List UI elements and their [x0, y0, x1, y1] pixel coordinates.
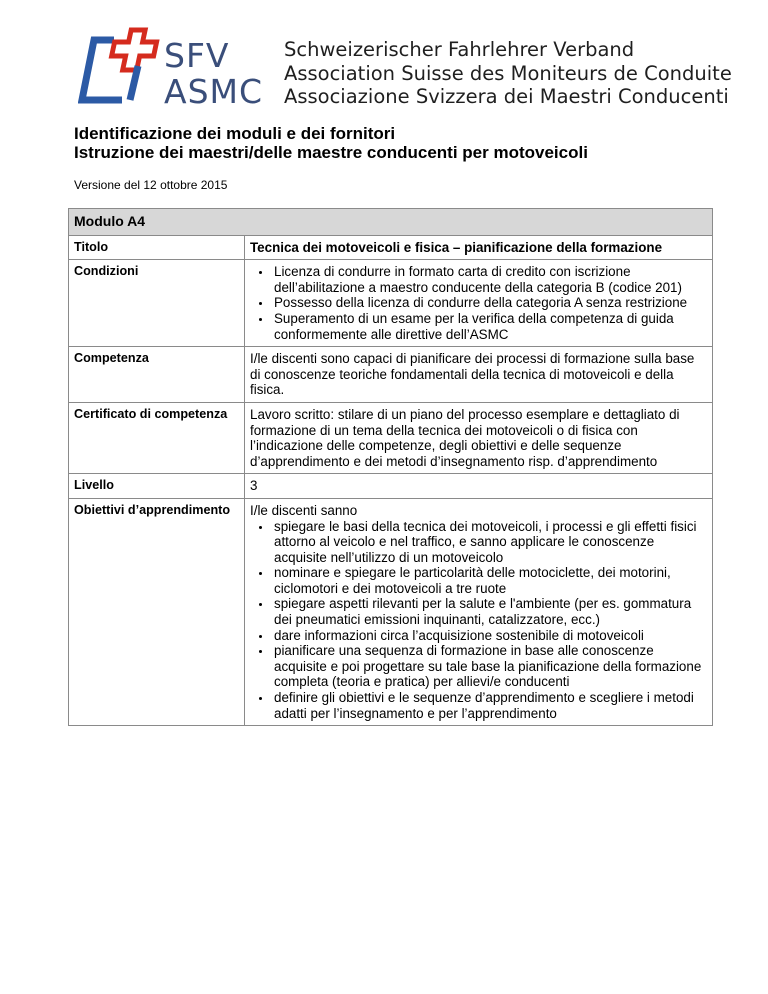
- org-name-french: Association Suisse des Moniteurs de Conduite: [284, 61, 732, 85]
- conditions-list: [250, 264, 707, 342]
- row-label-conditions: Condizioni: [69, 260, 245, 347]
- row-value-title: Tecnica dei motoveicoli e fisica – pianificazione della formazione: [245, 235, 713, 260]
- objectives-list: [250, 519, 707, 722]
- row-label-objectives: Obiettivi d’apprendimento: [69, 498, 245, 725]
- row-label-competence: Competenza: [69, 347, 245, 403]
- row-value-certificate: Lavoro scritto: stilare di un piano del processo esemplare e dettagliato di formazione di un tema della tecnica dei motoveicoli o di fisica con l’indicazione delle competenze, degli obiettivi e delle sequenze d’apprendimento e dei metodi d’insegnamento risp. d’apprendimento: [245, 402, 713, 473]
- list-item: • Possesso della licenza di condurre della categoria A senza restrizione: [272, 295, 707, 311]
- document-title-line2: Istruzione dei maestri/delle maestre conducenti per motoveicoli: [74, 143, 588, 162]
- row-level: [69, 474, 713, 499]
- module-header-row: [69, 209, 713, 236]
- row-title: [69, 235, 713, 260]
- list-item: • dare informazioni circa l’acquisizione sostenibile di motoveicoli: [272, 628, 707, 644]
- row-competence: [69, 347, 713, 403]
- module-table: [68, 208, 713, 726]
- objectives-intro: I/le discenti sanno: [250, 502, 358, 518]
- row-objectives: [69, 498, 713, 725]
- version-date: Versione del 12 ottobre 2015: [74, 178, 228, 192]
- row-label-certificate: Certificato di competenza: [69, 402, 245, 473]
- association-logo: [78, 26, 278, 111]
- row-value-competence: I/le discenti sono capaci di pianificare dei processi di formazione sulla base di conoscenze teoriche fondamentali della tecnica di motoveicoli e della fisica.: [245, 347, 713, 403]
- row-conditions: [69, 260, 713, 347]
- organization-names: [284, 38, 732, 109]
- org-name-german: Schweizerischer Fahrlehrer Verband: [284, 38, 635, 61]
- list-item: • spiegare aspetti rilevanti per la salute e l'ambiente (per es. gommatura dei pneumatici emissioni inquinanti, catalizzatore, ecc.): [272, 596, 707, 627]
- row-certificate: [69, 402, 713, 473]
- row-value-objectives: [245, 498, 713, 725]
- row-label-level: Livello: [69, 474, 245, 499]
- org-name-italian: Associazione Svizzera dei Maestri Conducenti: [284, 85, 729, 108]
- list-item: • Licenza di condurre in formato carta di credito con iscrizione dell’abilitazione a maestro conducente della categoria B (codice 201): [272, 264, 707, 295]
- logo-abbreviation-asmc: ASMC: [164, 72, 264, 111]
- list-item: • nominare e spiegare le particolarità delle motociclette, dei motorini, ciclomotori e dei motoveicoli a tre ruote: [272, 565, 707, 596]
- module-header: Modulo A4: [69, 209, 713, 236]
- list-item: • spiegare le basi della tecnica dei motoveicoli, i processi e gli effetti fisici attorno al veicolo e nel traffico, e sanno applicare le conoscenze acquisite nell’utilizzo di un motoveicolo: [272, 519, 707, 566]
- swiss-cross-logo-icon: [78, 26, 168, 106]
- logo-abbreviation-sfv: SFV: [164, 36, 230, 75]
- list-item: • definire gli obiettivi e le sequenze d’apprendimento e scegliere i metodi adatti per l’insegnamento e per l’apprendimento: [272, 690, 707, 721]
- list-item: • Superamento di un esame per la verifica della competenza di guida conformemente alle direttive dell’ASMC: [272, 311, 707, 342]
- list-item: • pianificare una sequenza di formazione in base alle conoscenze acquisite e poi progettare su tale base la pianificazione della formazione completa (teoria e pratica) per allievi/e conducenti: [272, 643, 707, 690]
- document-title: [74, 124, 588, 162]
- row-value-level: 3: [245, 474, 713, 499]
- row-value-conditions: [245, 260, 713, 347]
- document-title-line1: Identificazione dei moduli e dei fornitori: [74, 124, 396, 143]
- row-label-title: Titolo: [69, 235, 245, 260]
